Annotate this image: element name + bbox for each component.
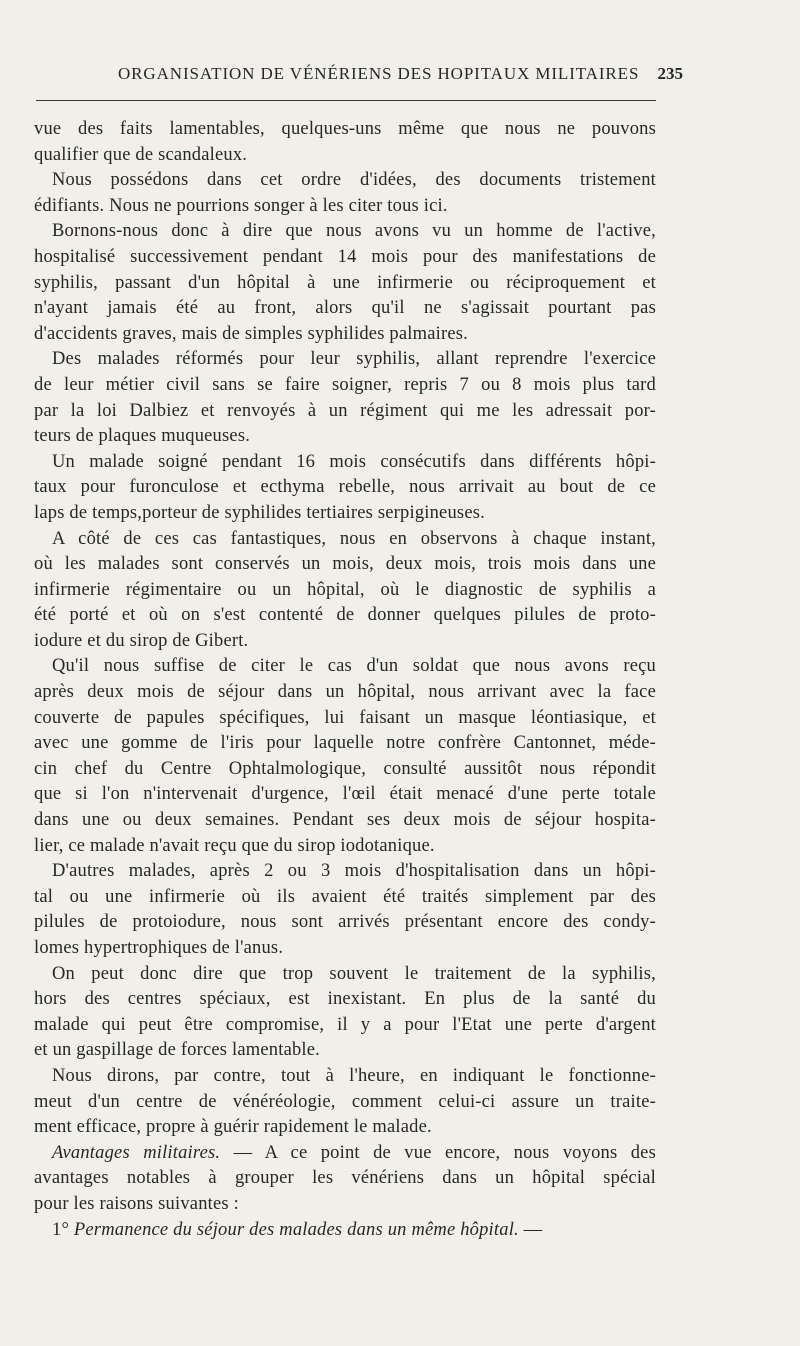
text-line: pour les raisons suivantes : [34, 1193, 239, 1214]
text-line: n'ayant jamais été au front, alors qu'il ne s'agissait pourtant pas [34, 298, 656, 319]
text-line-avantages [34, 1141, 656, 1167]
text-line: vue des faits lamentables, quelques-uns même que nous ne pouvons [34, 119, 656, 139]
page-number: 235 [657, 64, 683, 83]
text-line: été porté et où on s'est contenté de donner quelques pilules de proto- [34, 605, 656, 626]
text-line: tal ou une infirmerie où ils avaient été traités simplement par des [34, 886, 656, 907]
list-heading-italic: Permanence du séjour des malades dans un même hôpital. [73, 1219, 519, 1240]
text-line: Un malade soigné pendant 16 mois consécutifs dans différents hôpi- [52, 451, 656, 472]
text-line-permanence [34, 1218, 656, 1244]
text-line: lier, ce malade n'avait reçu que du sirop iodotanique. [34, 835, 435, 856]
text-line: édifiants. Nous ne pourrions songer à les citer tous ici. [34, 195, 448, 216]
text-line: lomes hypertrophiques de l'anus. [34, 938, 284, 958]
text-line: de leur métier civil sans se faire soigner, repris 7 ou 8 mois plus tard [34, 374, 656, 395]
section-heading-italic: Avantages militaires. [52, 1142, 221, 1163]
text-line: couverte de papules spécifiques, lui faisant un masque léontiasique, et [34, 707, 656, 728]
text-line: ment efficace, propre à guérir rapidement le malade. [34, 1117, 432, 1138]
text-line: hors des centres spéciaux, est inexistant. En plus de la santé du [34, 989, 656, 1010]
text-line: et un gaspillage de forces lamentable. [34, 1040, 321, 1061]
text-line: D'autres malades, après 2 ou 3 mois d'hospitalisation dans un hôpi- [52, 861, 656, 882]
text-line: Nous dirons, par contre, tout à l'heure, en indiquant le fonctionne- [52, 1065, 656, 1086]
text-line: Des malades réformés pour leur syphilis, allant reprendre l'exercice [52, 349, 656, 370]
text-line: où les malades sont conservés un mois, deux mois, trois mois dans une [34, 554, 656, 575]
text-line: meut d'un centre de vénéréologie, comment celui-ci assure un traite- [34, 1091, 656, 1112]
text-line: cin chef du Centre Ophtalmologique, consulté aussitôt nous répondit [34, 758, 656, 779]
running-header [38, 64, 683, 94]
text-line: infirmerie régimentaire ou un hôpital, où le diagnostic de syphilis a [34, 579, 656, 600]
text-line: syphilis, passant d'un hôpital à une infirmerie ou réciproquement et [34, 272, 656, 293]
text-line: pilules de protoiodure, nous sont arrivés présentant encore des condy- [34, 912, 656, 933]
header-rule [36, 100, 656, 101]
text-line: dans une ou deux semaines. Pendant ses deux mois de séjour hospita- [34, 810, 656, 831]
text-line: hospitalisé successivement pendant 14 mois pour des manifestations de [34, 246, 656, 267]
text-line: d'accidents graves, mais de simples syphilides palmaires. [34, 323, 468, 344]
text-line: qualifier que de scandaleux. [34, 144, 248, 165]
text-line: laps de temps,porteur de syphilides tertiaires serpigineuses. [34, 502, 485, 523]
text-line: A côté de ces cas fantastiques, nous en observons à chaque instant, [52, 528, 656, 549]
text-line: que si l'on n'intervenait d'urgence, l'œil était menacé d'une perte totale [34, 784, 656, 805]
text-line: malade qui peut être compromise, il y a pour l'Etat une perte d'argent [34, 1014, 656, 1035]
text-line-avantages-rest: — A ce point de vue encore, nous voyons des [220, 1142, 656, 1163]
body-text [34, 117, 656, 1243]
text-line: Nous possédons dans cet ordre d'idées, des documents tristement [52, 170, 656, 191]
header-title: ORGANISATION DE VÉNÉRIENS DES HOPITAUX MILITAIRES [118, 64, 640, 83]
text-line: avantages notables à grouper les vénériens dans un hôpital spécial [34, 1168, 656, 1189]
list-dash: — [518, 1219, 543, 1240]
list-number: 1° [52, 1219, 70, 1240]
text-line: teurs de plaques muqueuses. [34, 426, 251, 447]
text-line: avec une gomme de l'iris pour laquelle notre confrère Cantonnet, méde- [34, 733, 656, 754]
text-line: On peut donc dire que trop souvent le traitement de la syphilis, [52, 963, 656, 984]
text-line: après deux mois de séjour dans un hôpital, nous arrivant avec la face [34, 682, 656, 703]
text-line: Qu'il nous suffise de citer le cas d'un soldat que nous avons reçu [52, 656, 656, 677]
text-line: par la loi Dalbiez et renvoyés à un régiment qui me les adressait por- [34, 400, 656, 421]
text-line: Bornons-nous donc à dire que nous avons vu un homme de l'active, [52, 221, 656, 242]
text-line: taux pour furonculose et ecthyma rebelle, nous arrivait au bout de ce [34, 477, 656, 498]
text-line: iodure et du sirop de Gibert. [34, 630, 249, 651]
